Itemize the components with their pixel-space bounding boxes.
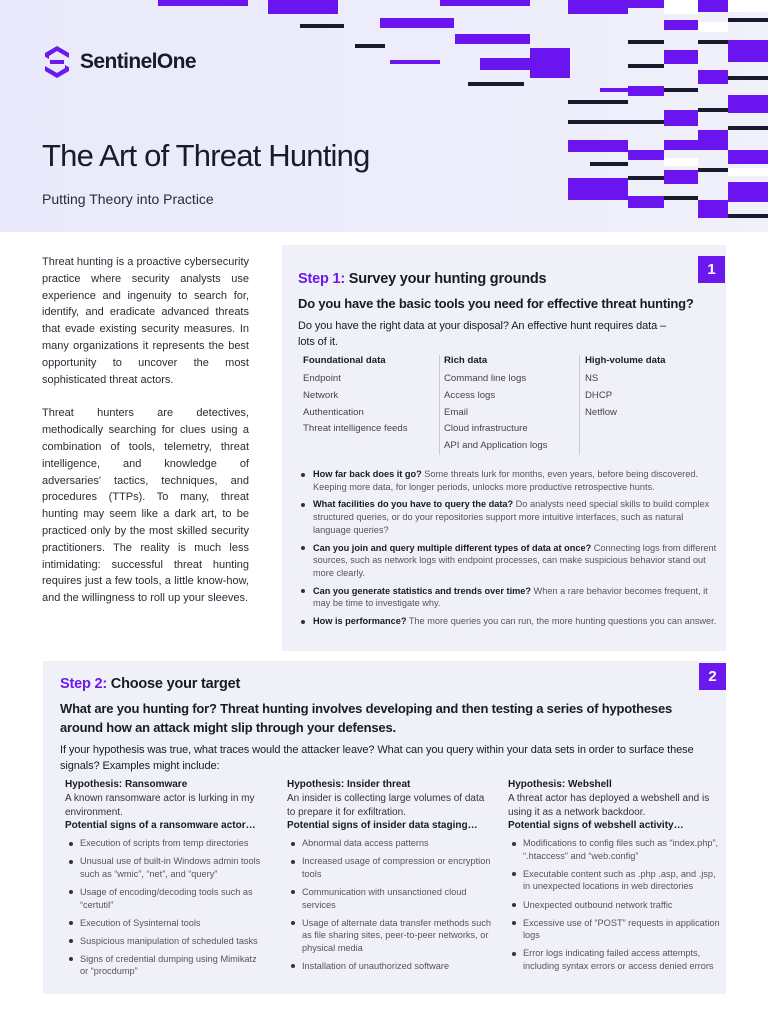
list-item: How far back does it go? Some threats lurk for months, even years, before being discovered. Keeping more data, for longer periods, unlocks more productive retrospective hunts. (298, 468, 718, 493)
list-item: Abnormal data access patterns (287, 837, 492, 850)
hypothesis-signs-list (508, 837, 723, 972)
column-item: Authentication (303, 406, 364, 418)
hypothesis-description: An insider is collecting large volumes of data to prepare it for exfiltration. (287, 793, 485, 818)
list-item: Increased usage of compression or encryption tools (287, 855, 492, 880)
column-item: Endpoint (303, 373, 341, 384)
column-item: Threat intelligence feeds (303, 423, 408, 435)
list-item: Execution of scripts from temp directories (65, 837, 265, 850)
hypothesis-signs-heading: Potential signs of a ransomware actor… (65, 820, 256, 832)
column-header: High-volume data (585, 355, 666, 366)
data-types-table (303, 355, 705, 467)
step-number-badge: 2 (699, 663, 726, 690)
list-item: Excessive use of “POST” requests in application logs (508, 917, 723, 942)
column-item: Command line logs (444, 373, 527, 384)
list-item: Communication with unsanctioned cloud services (287, 886, 492, 911)
hypothesis-column (287, 779, 492, 978)
hypothesis-signs-list (65, 837, 265, 978)
step-2-subtext: If your hypothesis was true, what traces would the attacker leave? What can you query within your data sets in order to surface these signals? Examples might include: (60, 744, 694, 772)
intro-paragraph: Threat hunters are detectives, methodically searching for clues using a combination of tools, telemetry, threat intelligence, and knowledge of adversaries' tactics, techniques, and procedures (TTPs). To many, threat hunting may seem like a dark art, to be practiced only by the most skilled security practitioners. The reality is much less intimidating: successful threat hunting requires just a few tools, a little know-how, and the willingness to roll up your sleeves. (42, 407, 249, 605)
step-1-bullets (298, 468, 718, 633)
brand-name: SentinelOne (80, 50, 196, 73)
step-title-text: Choose your target (110, 676, 241, 692)
column-header: Foundational data (303, 355, 386, 366)
step-title-text: Survey your hunting grounds (348, 271, 547, 287)
header-banner (0, 0, 768, 232)
step-2-question: What are you hunting for? Threat hunting involves developing and then testing a series of hypotheses around how an attack might slip through your defenses. (60, 701, 673, 735)
step-2-title (60, 676, 240, 692)
hypothesis-signs-list (287, 837, 492, 972)
list-item: Suspicious manipulation of scheduled tasks (65, 935, 265, 948)
hypothesis-description: A threat actor has deployed a webshell and is using it as a network backdoor. (508, 793, 710, 818)
list-item: Signs of credential dumping using Mimikatz or “procdump” (65, 953, 265, 978)
step-1-subtext: Do you have the right data at your disposal? An effective hunt requires data – lots of it. (298, 320, 667, 348)
list-item: How is performance? The more queries you can run, the more hunting questions you can answer. (298, 615, 718, 628)
hypothesis-signs-heading: Potential signs of insider data staging… (287, 820, 478, 832)
data-column (303, 355, 443, 438)
list-item: What facilities do you have to query the data? Do analysts need special skills to build complex structured queries, or do your repositories support more intuitive interfaces, such as natural language queries? (298, 498, 718, 536)
list-item: Installation of unauthorized software (287, 960, 492, 973)
list-item: Can you join and query multiple different types of data at once? Connecting logs from different sources, such as network logs with endpoint processes, can make suspicious behavior stand out more clearly. (298, 542, 718, 580)
brand-logo (42, 44, 196, 80)
page-subtitle: Putting Theory into Practice (42, 191, 214, 207)
step-1-panel (282, 245, 726, 651)
column-item: NS (585, 373, 599, 384)
column-item: Email (444, 406, 468, 418)
column-item: Cloud infrastructure (444, 423, 528, 435)
hypothesis-signs-heading: Potential signs of webshell activity… (508, 820, 684, 832)
list-item: Unusual use of built-in Windows admin tools such as “wmic”, “net”, and “query” (65, 855, 265, 880)
list-item: Executable content such as .php .asp, and .jsp, in unexpected locations in web directories (508, 868, 723, 893)
column-header: Rich data (444, 355, 488, 366)
step-label: Step 2: (60, 676, 107, 692)
page-title: The Art of Threat Hunting (42, 138, 370, 173)
list-item: Usage of alternate data transfer methods such as file sharing sites, peer-to-peer networks, or physical media (287, 917, 492, 955)
step-1-title (298, 271, 546, 287)
list-item: Usage of encoding/decoding tools such as “certutil” (65, 886, 265, 911)
sentinelone-logo-icon (42, 44, 72, 80)
intro-paragraph: Threat hunting is a proactive cybersecurity practice where security analysts use experience and ingenuity to search for, identify, and eradicate advanced threats that evade existing security measures. In many organizations it represents the best opportunity to uncover the most sophisticated threat actors. (42, 256, 249, 386)
hypothesis-column (65, 779, 265, 984)
column-item: DHCP (585, 389, 613, 401)
hypothesis-title: Hypothesis: Insider threat (287, 779, 411, 790)
list-item: Modifications to config files such as “index.php”, “.htaccess” and “web.config” (508, 837, 723, 862)
step-1-question: Do you have the basic tools you need for effective threat hunting? (298, 296, 694, 311)
column-divider (579, 355, 580, 455)
column-item: Access logs (444, 389, 496, 401)
column-item: API and Application logs (444, 440, 548, 452)
list-item: Execution of Sysinternal tools (65, 917, 265, 930)
data-column (444, 355, 584, 455)
column-item: Netflow (585, 406, 617, 418)
step-label: Step 1: (298, 271, 345, 287)
list-item: Unexpected outbound network traffic (508, 899, 723, 912)
data-column (585, 355, 705, 421)
hypothesis-title: Hypothesis: Webshell (508, 779, 612, 790)
hypothesis-description: A known ransomware actor is lurking in my environment. (65, 793, 255, 818)
step-2-panel (43, 661, 726, 994)
hypothesis-column (508, 779, 723, 978)
column-item: Network (303, 389, 339, 401)
step-number-badge: 1 (698, 256, 725, 283)
hypothesis-title: Hypothesis: Ransomware (65, 779, 188, 790)
column-divider (439, 355, 440, 455)
intro-text (42, 254, 249, 607)
list-item: Can you generate statistics and trends over time? When a rare behavior becomes frequent, it may be time to investigate why. (298, 585, 718, 610)
list-item: Error logs indicating failed access attempts, including syntax errors or access denied errors (508, 947, 723, 972)
